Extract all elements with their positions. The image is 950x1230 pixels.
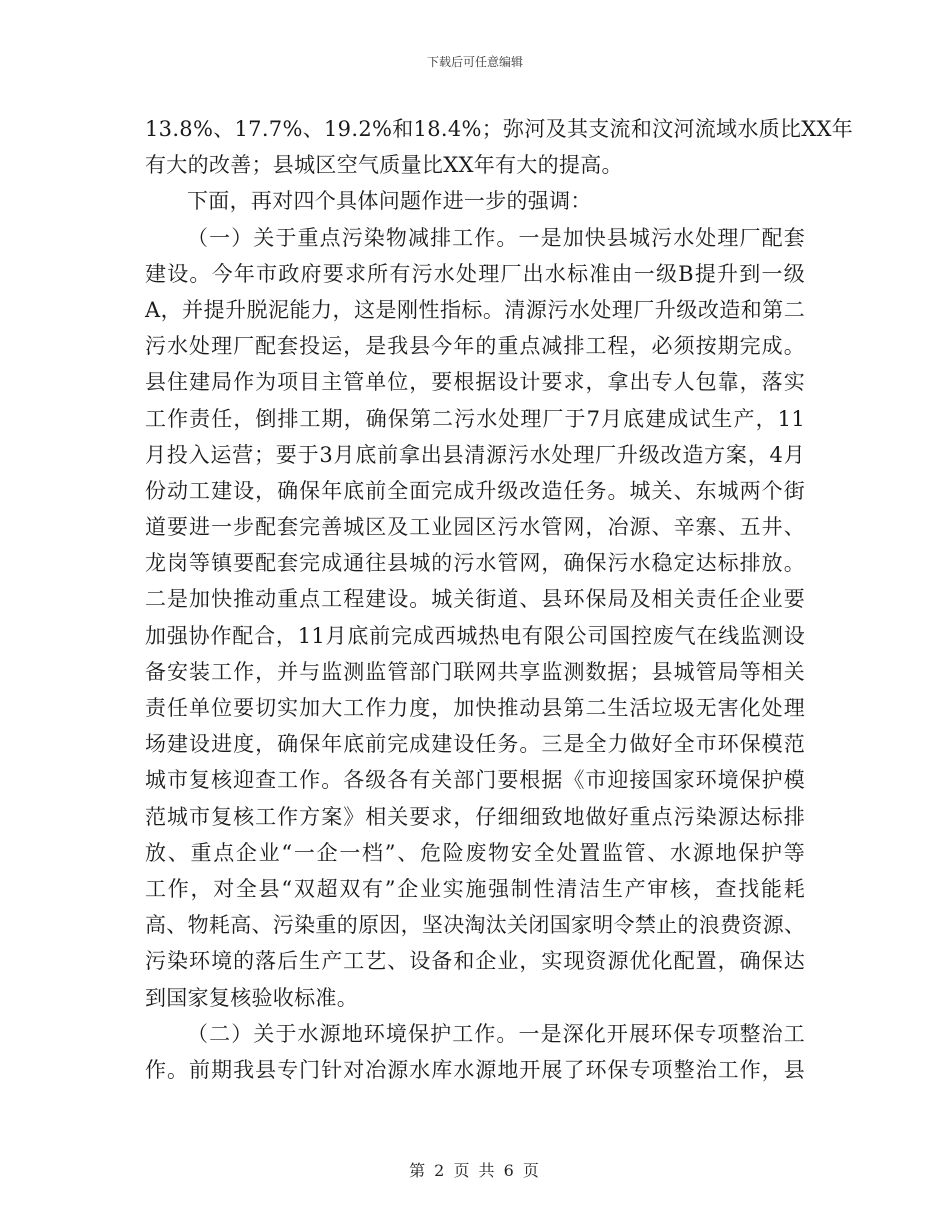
text-line: 污水处理厂配套投运，是我县今年的重点减排工程，必须按期完成。 (145, 334, 805, 359)
text-line: A，并提升脱泥能力，这是刚性指标。清源污水处理厂升级改造和第二 (145, 297, 805, 322)
text-line: 建设。今年市政府要求所有污水处理厂出水标准由一级B提升到一级 (145, 261, 805, 286)
text-line: 份动工建设，确保年底前全面完成升级改造任务。城关、东城两个街 (145, 478, 805, 503)
text-line: 县住建局作为项目主管单位，要根据设计要求，拿出专人包靠，落实 (145, 370, 805, 395)
text-line: 备安装工作，并与监测监管部门联网共享监测数据；县城管局等相关 (145, 659, 805, 684)
text-line: 放、重点企业“一企一档”、危险废物安全处置监管、水源地保护等 (145, 840, 805, 865)
text-line: （二）关于水源地环境保护工作。一是深化开展环保专项整治工 (187, 1021, 805, 1046)
page-footer: 第 2 页 共 6 页 (409, 1161, 541, 1180)
text-line: 到国家复核验收标准。 (145, 985, 358, 1010)
page-header: 下载后可任意编辑 (426, 55, 523, 69)
text-line: 高、物耗高、污染重的原因，坚决淘汰关闭国家明令禁止的浪费资源、 (145, 913, 806, 938)
text-line: 污染环境的落后生产工艺、设备和企业，实现资源优化配置，确保达 (145, 949, 805, 974)
text-line: 工作责任，倒排工期，确保第二污水处理厂于7月底建成试生产，11 (145, 406, 805, 431)
text-line: 有大的改善；县城区空气质量比XX年有大的提高。 (145, 153, 623, 178)
text-line: 加强协作配合，11月底前完成西城热电有限公司国控废气在线监测设 (145, 623, 805, 648)
text-line: 龙岗等镇要配套完成通往县城的污水管网，确保污水稳定达标排放。 (145, 551, 805, 576)
document-body (145, 111, 854, 1088)
text-line: 责任单位要切实加大工作力度，加快推动县第二生活垃圾无害化处理 (145, 696, 805, 720)
text-line: 作。前期我县专门针对冶源水库水源地开展了环保专项整治工作，县 (145, 1057, 805, 1082)
text-line: 13.8%、17.7%、19.2%和18.4%；弥河及其支流和汶河流域水质比XX年 (145, 117, 854, 141)
text-line: 范城市复核工作方案》相关要求，仔细细致地做好重点污染源达标排 (145, 804, 805, 829)
text-line: 道要进一步配套完善城区及工业园区污水管网，冶源、辛寨、五井、 (145, 515, 805, 540)
text-line: 城市复核迎查工作。各级各有关部门要根据《市迎接国家环境保护模 (145, 768, 805, 793)
text-line: 二是加快推动重点工程建设。城关街道、县环保局及相关责任企业要 (145, 587, 805, 612)
text-line: 场建设进度，确保年底前完成建设任务。三是全力做好全市环保模范 (145, 732, 805, 757)
text-line: （一）关于重点污染物减排工作。一是加快县城污水处理厂配套 (187, 225, 805, 250)
text-line: 月投入运营；要于3月底前拿出县清源污水处理厂升级改造方案，4月 (145, 442, 805, 467)
text-line: 下面，再对四个具体问题作进一步的强调： (187, 189, 592, 214)
text-line: 工作，对全县“双超双有”企业实施强制性清洁生产审核，查找能耗 (145, 876, 805, 901)
